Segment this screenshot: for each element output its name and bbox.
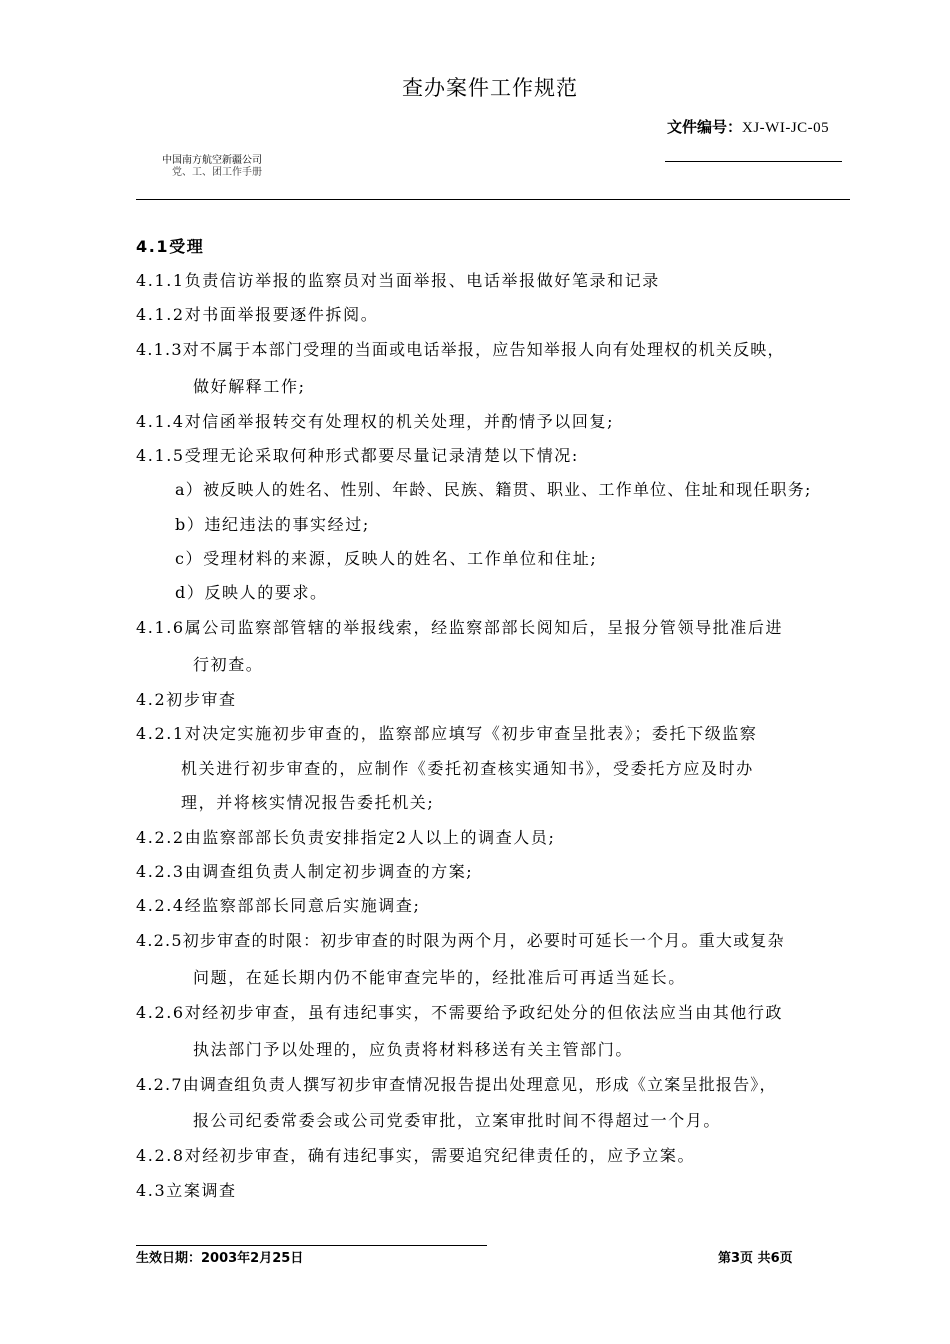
paragraph-line: 4.1.6属公司监察部管辖的举报线索，经监察部部长阅知后，呈报分管领导批准后进 <box>136 618 784 637</box>
list-item: a）被反映人的姓名、性别、年龄、民族、籍贯、职业、工作单位、住址和现任职务; <box>175 480 812 499</box>
paragraph-line: 做好解释工作; <box>193 377 306 396</box>
manual-name: 党、工、团工作手册 <box>172 167 262 178</box>
footer-divider <box>136 1245 487 1246</box>
paragraph-line: 执法部门予以处理的，应负责将材料移送有关主管部门。 <box>193 1040 634 1059</box>
list-item: c）受理材料的来源，反映人的姓名、工作单位和住址; <box>175 549 598 568</box>
doc-number-label: 文件编号： <box>667 118 743 136</box>
effective-date: 生效日期：2003年2月25日 <box>136 1251 304 1266</box>
list-item: d）反映人的要求。 <box>175 583 328 602</box>
doc-number-underline <box>665 161 842 162</box>
doc-number-value: XJ-WI-JC-05 <box>742 120 830 136</box>
page-indicator: 第3页 共6页 <box>718 1251 793 1266</box>
paragraph-line: 4.1.4对信函举报转交有处理权的机关处理，并酌情予以回复; <box>136 412 615 431</box>
paragraph-line: 4.2.6对经初步审查，虽有违纪事实，不需要给予政纪处分的但依法应当由其他行政 <box>136 1003 784 1022</box>
paragraph-line: 4.2.2由监察部部长负责安排指定2人以上的调查人员; <box>136 828 556 847</box>
paragraph-line: 行初查。 <box>193 655 264 674</box>
section-heading: 4.2初步审查 <box>136 690 237 709</box>
company-name: 中国南方航空新疆公司 <box>162 155 262 166</box>
paragraph-line: 报公司纪委常委会或公司党委审批，立案审批时间不得超过一个月。 <box>193 1111 722 1130</box>
paragraph-line: 理，并将核实情况报告委托机关; <box>181 793 435 812</box>
paragraph-line: 4.2.1对决定实施初步审查的，监察部应填写《初步审查呈批表》；委托下级监察 <box>136 724 758 743</box>
paragraph-line: 4.1.1负责信访举报的监察员对当面举报、电话举报做好笔录和记录 <box>136 271 660 290</box>
doc-number <box>667 116 829 137</box>
paragraph-line: 4.1.2对书面举报要逐件拆阅。 <box>136 305 379 324</box>
paragraph-line: 4.2.7由调查组负责人撰写初步审查情况报告提出处理意见，形成《立案呈批报告》， <box>136 1075 777 1094</box>
section-heading: 4.1受理 <box>136 237 205 256</box>
section-heading: 4.3立案调查 <box>136 1181 237 1200</box>
paragraph-line: 4.1.5受理无论采取何种形式都要尽量记录清楚以下情况: <box>136 446 579 465</box>
paragraph-line: 4.1.3对不属于本部门受理的当面或电话举报，应告知举报人向有处理权的机关反映， <box>136 340 785 359</box>
header-divider <box>136 199 850 200</box>
paragraph-line: 问题，在延长期内仍不能审查完毕的，经批准后可再适当延长。 <box>193 968 686 987</box>
document-title: 查办案件工作规范 <box>402 76 578 100</box>
paragraph-line: 4.2.4经监察部部长同意后实施调查; <box>136 896 421 915</box>
paragraph-line: 4.2.5初步审查的时限：初步审查的时限为两个月，必要时可延长一个月。重大或复杂 <box>136 931 785 950</box>
list-item: b）违纪违法的事实经过; <box>175 515 370 534</box>
paragraph-line: 4.2.8对经初步审查，确有违纪事实，需要追究纪律责任的，应予立案。 <box>136 1146 696 1165</box>
paragraph-line: 4.2.3由调查组负责人制定初步调查的方案; <box>136 862 474 881</box>
paragraph-line: 机关进行初步审查的，应制作《委托初查核实通知书》，受委托方应及时办 <box>181 759 754 778</box>
